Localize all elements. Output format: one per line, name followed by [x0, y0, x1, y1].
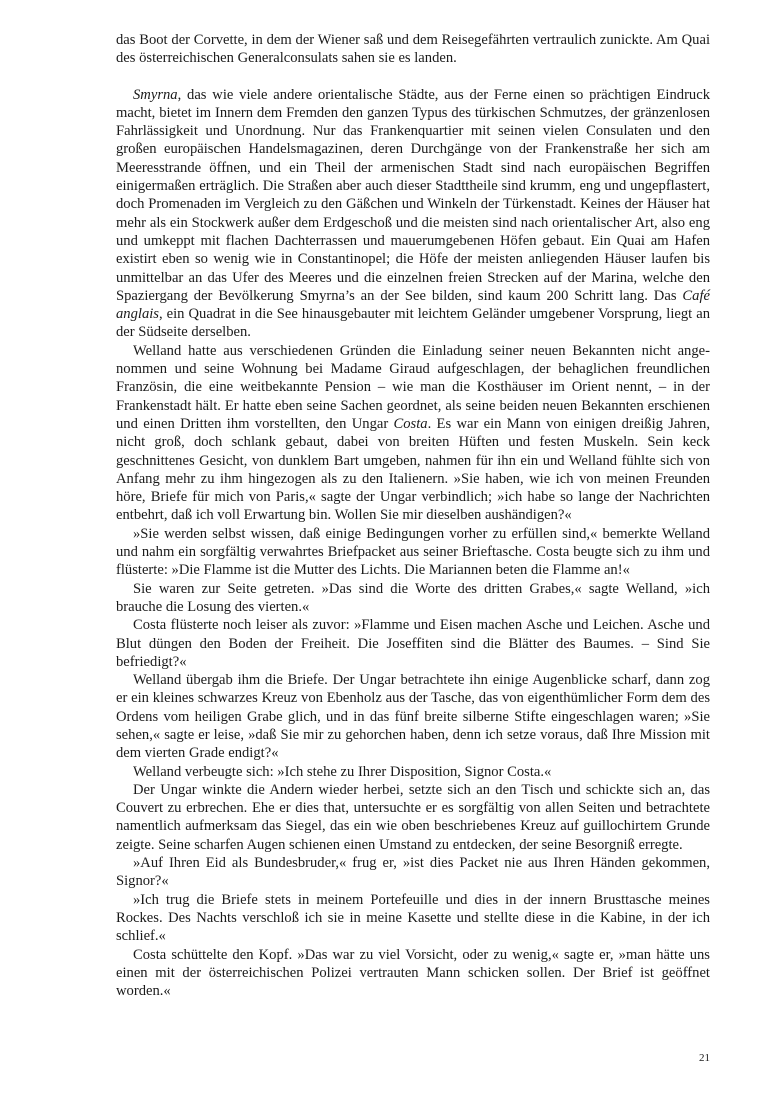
paragraph-12 [116, 946, 710, 1001]
page-number: 21 [699, 1052, 710, 1064]
text-run: . Es war ein Mann von einigen dreißig Jahren, nicht groß, doch schlank gebaut, dabei von breiten Hüften und festen Muskeln. Sein keck geschnittenes Gesicht, von dunklem Bart umgeben, nahmen für ihn ein und Welland fühlte sich von Anfang mehr zu ihm hingezogen als zu den Italienern. »Sie haben, wie ich von meinen Freunden höre, Briefe für mich von Paris,« sagte der Ungar verbindlich; »ich habe so lange der Nachrichten entbehrt, daß ich voll Erwartung bin. Wollen Sie mir dieselben aushändigen?« [116, 415, 710, 524]
text-run: , das wie viele andere orientalische Städte, aus der Ferne einen so prächtigen Eindruck macht, bietet im Innern dem Fremden den ganzen Typus des türkischen Schmutzes, der gränzenlosen Fahrlässigkeit und Unordnung. Nur das Frankenquartier mit seinen vielen Consulaten und den großen europäischen Handelsmagazinen, deren Durchgänge von der Frankenstraße her sich am Meeresstrande öffnen, und ein Theil der armenischen Stadt sind nach europäischen Begriffen einigermaßen erträglich. Die Straßen aber auch dieser Stadttheile sind krumm, eng und ungepflastert, doch Promenaden im Vergleich zu den Gäßchen und Winkeln der Türkenstadt. Keines der Häuser hat mehr als ein Stockwerk außer dem Erdgeschoß und die meisten sind nach orientalischer Art, also eng und umkeppt mit flachen Dachterrassen und mauerumgebenen Höfen gebaut. Ein Quai am Hafen existirt eben so wenig wie in Constantinopel; die Höfe der meisten anliegenden Häuser laufen bis unmittelbar an das Ufer des Meeres und die einzelnen freien Strecken auf der Marina, welche den Spaziergang der Bevölkerung Smyrna’s an der See bilden, sind kaum 200 Schritt lang. Das [116, 86, 710, 304]
text-run: Welland übergab ihm die Briefe. Der Ungar betrachtete ihn einige Augenblicke scharf, dann zog er ein kleines schwarzes Kreuz von Ebenholz aus der Tasche, das von eigenthümlicher Form dem des Ordens vom heiligen Grabe glich, und in das fünf breite silberne Stifte eingeschlagen waren; »Sie sehen,« sagte er leise, »daß Sie mir zu gehorchen haben, denn ich setze voraus, daß Ihre Mission mit dem vierten Grade endigt?« [116, 672, 710, 762]
paragraph-9 [116, 781, 710, 854]
text-run: , ein Quadrat in die See hinausgebauter mit leichtem Geländer umgebener Vorsprung, liegt an der Südseite derselben. [116, 306, 710, 341]
text-run: Der Ungar winkte die Andern wieder herbei, setzte sich an den Tisch und schickte sich an, das Couvert zu erbrechen. Ehe er dies that, untersuchte er es sorgfältig von allen Seiten und betrachtete namentlich aufmerksam das Siegel, das ein wie oben beschriebenes Kreuz auf guillochirtem Grunde zeigte. Seine scharfen Augen schienen einen Umstand zu entdecken, der seine Besorgniß erregte. [116, 781, 710, 853]
paragraph-1 [116, 31, 710, 68]
text-run: das Boot der Corvette, in dem der Wiener saß und dem Reisegefährten vertraulich zunickte. Am Quai des österreichischen Generalconsulats sahen sie es landen. [116, 32, 710, 67]
text-run: »Ich trug die Briefe stets in meinem Portefeuille und dies in der innern Brusttasche meines Rockes. Des Nachts verschloß ich sie in meine Kasette und stellte diese in die Kabine, in der ich schlief.« [116, 891, 710, 945]
italic-text: Costa [393, 415, 428, 432]
text-run: Welland hatte aus verschiedenen Gründen die Einladung seiner neuen Bekannten nicht angenommen und seine Wohnung bei Madame Giraud aufgeschlagen, der behaglichen freundlichen Französin, die eine weitbekannte Pension – wie man die Kosthäuser im Orient nennt, – in der Frankenstadt hält. Er hatte eben seine Sachen geordnet, als seine beiden neuen Bekannten erschienen und einen Dritten ihm vorstellten, den Ungar [116, 342, 710, 432]
paragraph-5 [116, 580, 710, 617]
paragraph-6 [116, 616, 710, 671]
text-run: Welland verbeugte sich: »Ich stehe zu Ihrer Disposition, Signor Costa.« [133, 763, 552, 780]
text-run: Costa schüttelte den Kopf. »Das war zu viel Vorsicht, oder zu wenig,« sagte er, »man hätte uns einen mit der österreichischen Polizei vertrauten Mann schicken sollen. Der Brief ist geöffnet worden.« [116, 946, 710, 1000]
italic-text: Café anglais [116, 287, 710, 323]
paragraph-3 [116, 342, 710, 525]
paragraph-10 [116, 854, 710, 891]
paragraph-11 [116, 891, 710, 946]
book-page-text [116, 31, 710, 1000]
paragraph-2 [116, 86, 710, 342]
text-run: Sie waren zur Seite getreten. »Das sind die Worte des dritten Grabes,« sagte Welland, »ich brauche die Losung des vierten.« [116, 580, 710, 615]
paragraph-7 [116, 671, 710, 762]
text-run: Costa flüsterte noch leiser als zuvor: »Flamme und Eisen machen Asche und Leichen. Asche und Blut düngen den Boden der Freiheit. Die Joseffiten sind die Blätter des Baumes. – Sind Sie befriedigt?« [116, 617, 710, 670]
paragraph-8 [116, 763, 710, 781]
text-run: »Sie werden selbst wissen, daß einige Bedingungen vorher zu erfüllen sind,« bemerkte Welland und nahm ein sorgfältig verwahrtes Briefpacket aus seiner Brieftasche. Costa beugte sich zu ihm und flüsterte: »Die Flamme ist die Mutter des Lichts. Die Mariannen beten die Flamme an!« [116, 525, 710, 579]
paragraph-4 [116, 525, 710, 580]
text-run: »Auf Ihren Eid als Bundesbruder,« frug er, »ist dies Packet nie aus Ihren Händen gekommen, Signor?« [116, 855, 710, 890]
italic-text: Smyrna [133, 86, 178, 103]
